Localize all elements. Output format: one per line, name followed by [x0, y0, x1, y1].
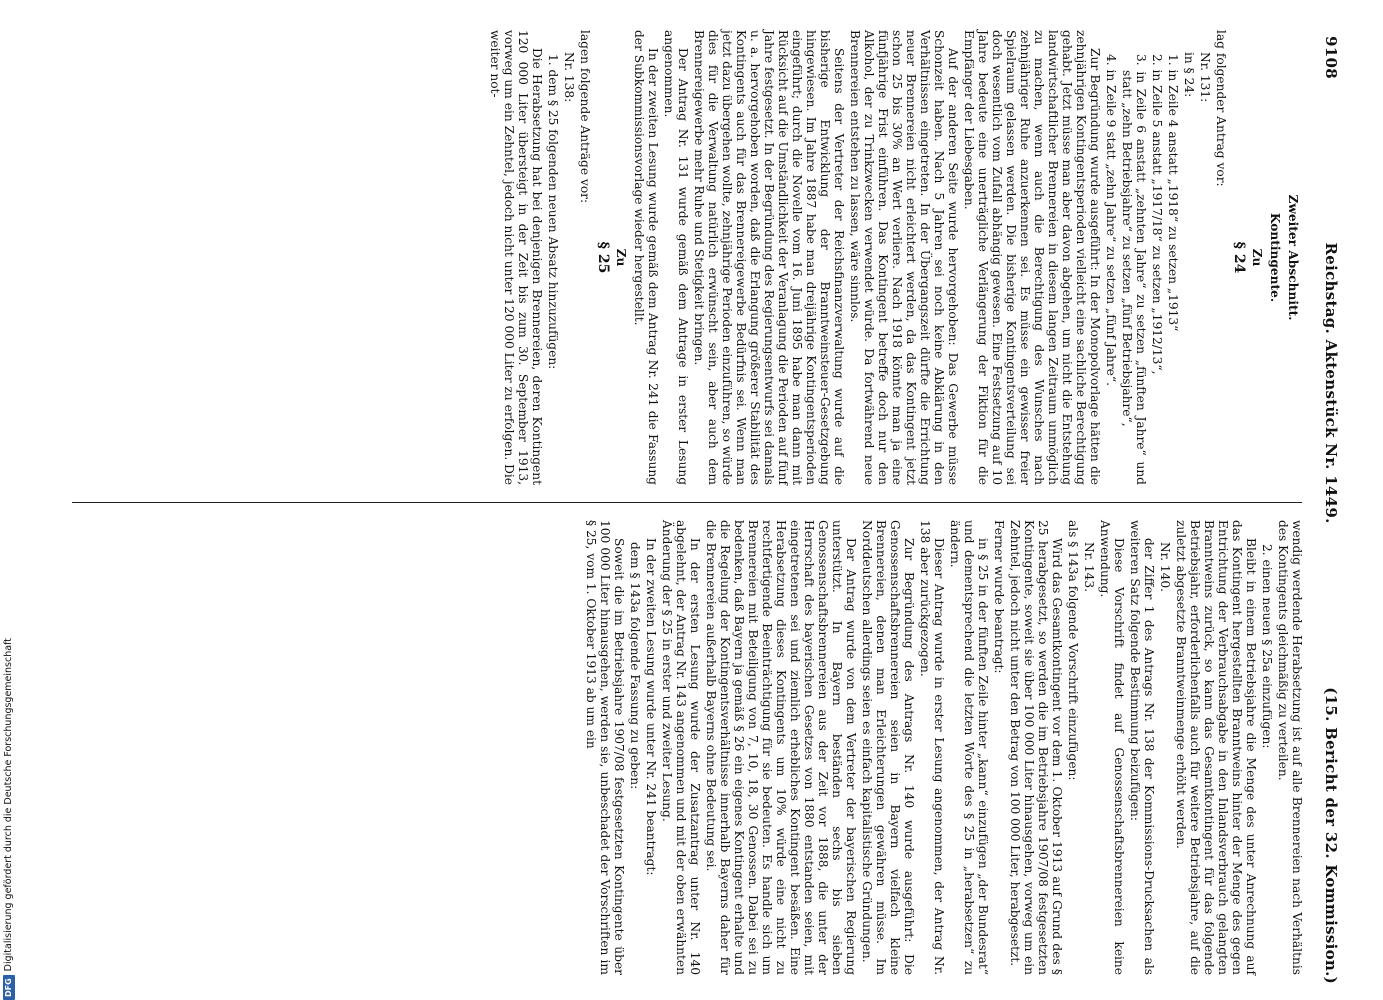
- paragraph: in § 24:: [1182, 52, 1196, 98]
- paragraph: Soweit die im Betriebsjahre 1907/08 festgesetzten Kontingente über 100 000 Liter hinausgehen, werden sie, unbeschadet der Vorschriften im § 25, vom 1. Oktober 1913 ab um ein: [584, 520, 626, 975]
- paragraph: lagen folgende Anträge vor:: [578, 30, 592, 204]
- paragraph: In der ersten Lesung wurde der Zusatzantrag unter Nr. 140 abgelehnt, der Antrag Nr. 143 angenommen und mit der oben erwähnten Änderung der § 25 in erster und zweiter Lesung.: [660, 520, 702, 975]
- paragraph: Dieser Antrag wurde in erster Lesung angenommen, der Antrag Nr. 138 aber zurückgezogen.: [918, 520, 946, 975]
- paragraph: wendig werdende Herabsetzung ist auf alle Brennereien nach Verhältnis des Kontingents gleichmäßig zu verteilen.: [1276, 520, 1304, 975]
- paragraph: Bleibt in einem Betriebsjahre die Menge des unter Anrechnung auf das Kontingent hergestellten Branntweins hinter der Menge des gegen Entrichtung der Verbrauchsabgabe in den Inlandsverbrauch gelangten Branntweins zurück, so kann das Gesamtkontingent für das folgende Betriebsjahr, erforderlichenfalls auch für weitere Betriebsjahre, auf die zuletzt abgesetzte Branntweinmenge erhöht werden.: [1174, 520, 1258, 975]
- paragraph: Zweiter Abschnitt.: [1286, 194, 1300, 321]
- paragraph: Nr. 140.: [1158, 542, 1172, 593]
- paragraph: als § 143a folgende Vorschrift einzufügen:: [1066, 520, 1080, 781]
- paragraph: in § 25 in der fünften Zeile hinter „kann“ einzufügen „der Bundesrat“ und dementsprechend die letzten Worte des § 25 in „herabsetzen“ zu ändern.: [948, 520, 990, 975]
- paragraph: der Ziffer 1 des Antrags Nr. 138 der Kommissions-Drucksachen als weiteren Satz folgende Bestimmung beizufügen:: [1128, 520, 1156, 975]
- paragraph: Kontingente.: [1268, 212, 1282, 303]
- footer-credit: Digitalisierung gefördert durch die Deutsche Forschungsgemeinschaft: [3, 638, 14, 972]
- footer-strip: [2, 0, 16, 1000]
- paragraph: 3. in Zeile 6 anstatt „zehnten Jahre“ zu setzen „fünften Jahre“ und statt „zehn Betriebsjahre“ zu setzen „fünf Betriebsjahre“,: [1120, 54, 1148, 485]
- page-number: 9108: [1322, 36, 1340, 79]
- paragraph: Nr. 143.: [1082, 542, 1096, 593]
- paragraph: Diese Vorschrift findet auf Genossenschaftsbrennereien keine Anwendung.: [1098, 520, 1126, 975]
- paragraph: lag folgender Antrag vor:: [1214, 30, 1228, 187]
- paragraph: Ferner wurde beantragt:: [992, 520, 1006, 674]
- paragraph: 2. einen neuen § 25a einzufügen:: [1260, 544, 1274, 749]
- paragraph: § 24: [1231, 241, 1247, 274]
- page-title: Reichstag. Aktenstück Nr. 1449.: [1322, 242, 1340, 524]
- right-column: [582, 520, 1304, 975]
- paragraph: 4. in Zeile 9 statt „zehn Jahre“ zu setzen „fünf Jahre“.: [1104, 54, 1118, 386]
- paragraph: 1. in Zeile 4 anstatt „1918“ zu setzen „1913“: [1166, 54, 1180, 332]
- paragraph: Zur Begründung des Antrags Nr. 140 wurde ausgeführt: Die Genossenschaftsbrennereien seien in Bayern vielfach kleine Brennereien, denen man Erleichterungen gewähren müsse. Im Norddeutschen allerdings seien es einfach kapitalistische Gründungen.: [860, 520, 916, 975]
- paragraph: § 25: [595, 241, 611, 274]
- page-header: [1322, 30, 1340, 990]
- dfg-logo-icon: DFG: [3, 975, 15, 1000]
- paragraph: Zu: [1250, 248, 1264, 267]
- paragraph: Die Herabsetzung hat bei denjenigen Brennereien, deren Kontingent 120 000 Liter übersteigt in der Zeit bis zum 30. September 1913, vorweg um ein Zehntel, jedoch nicht unter 120 000 Liter zu erfolgen. Die weiter not-: [488, 30, 544, 485]
- paragraph: In der zweiten Lesung wurde unter Nr. 241 beantragt:: [644, 538, 658, 876]
- paragraph: 2. in Zeile 5 anstatt „1917/18“ zu setzen „1912/13“,: [1150, 54, 1164, 375]
- left-column: [486, 30, 1304, 485]
- paragraph: Nr. 131:: [1198, 52, 1212, 103]
- paragraph: Auf der anderen Seite wurde hervorgehoben: Das Gewerbe müsse Schonzeit haben. Nach 5 Jahren sei noch keine Abklärung in den Verhältnissen eingetreten. In der Übergangszeit dürfte die Errichtung neuer Brennereien nicht erleichtert werden, da das Kontingent jetzt schon 25 bis 30% an Wert verliere. Nach 1918 könnte man ja eine fünfjährige Frist einführen. Das Kontingent betreffe doch nur den Alkohol, der zu Trinkzwecken verwendet würde. Da fortwährend neue Brennereien entstehen zu lassen, wäre sinnlos.: [848, 30, 960, 485]
- paragraph: 1. dem § 25 folgenden neuen Absatz hinzuzufügen:: [546, 54, 560, 370]
- rotated-page: [100, 30, 1340, 990]
- paragraph: Der Antrag Nr. 131 wurde gemäß dem Antrage in erster Lesung angenommen.: [662, 30, 690, 485]
- paragraph: Nr. 138:: [562, 52, 576, 103]
- paragraph: Zu: [614, 248, 628, 267]
- paragraph: dem § 143a folgende Fassung zu geben:: [628, 542, 642, 790]
- paragraph: Zur Begründung wurde ausgeführt: In der Monopolvorlage hätten die zehnjährigen Kontingentsperioden vielleicht eine sachliche Berechtigung gehabt. Jetzt müsse man aber davon abgehen, um nicht die Entstehung landwirtschaftlicher Brennereien in diesem langen Zeitraum unmöglich zu machen, wenn auch die Berechtigung des Wunsches nach zehnjähriger Ruhe anzuerkennen sei. Es müsse ein gewisser freier Spielraum gelassen werden. Die bisherige Kontingentsverteilung sei doch wesentlich vom Zufall abhängig gewesen. Eine Festsetzung auf 10 Jahre bedeute eine unerträgliche Verlängerung der Fiktion für die Empfänger der Liebesgaben.: [962, 30, 1102, 485]
- paragraph: Seitens der Vertreter der Reichsfinanzverwaltung wurde auf die bisherige Entwicklung der Branntweinsteuer-Gesetzgebung hingewiesen. Im Jahre 1887 habe man dreijährige Kontingentsperioden eingeführt; durch die Novelle vom 16. Juni 1895 habe man dann mit Rücksicht auf die Umständlichkeit der Veranlagung die Perioden auf fünf Jahre festgesetzt. In der Begründung des Regierungsentwurfs sei damals u. a. hervorgehoben worden, daß die Erlangung größerer Stabilität des Kontingents auch für das Brennereigewerbe Bedürfnis sei. Wenn man jetzt dazu übergehen wollte, zehnjährige Perioden einzuführen, so würde dies für die Verwaltung natürlich erwünscht sein, aber auch dem Brennereigewerbe mehr Ruhe und Stetigkeit bringen.: [692, 30, 846, 485]
- column-divider: [72, 502, 1302, 503]
- paragraph: In der zweiten Lesung wurde gemäß dem Antrag Nr. 241 die Fassung der Subkommissionsvorlage wieder hergestellt.: [632, 30, 660, 485]
- paragraph: Der Antrag wurde von dem Vertreter der bayerischen Regierung unterstützt. In Bayern beständen sechs bis sieben Genossenschaftsbrennereien aus der Zeit vor 1888, die unter der Herrschaft des bayerischen Gesetzes von 1880 entstanden seien, mit eingetretenen sei und ziemlich erhebliches Kontingent besäßen. Eine Herabsetzung dieses Kontingents um 10% würde eine nicht zu rechtfertigende Beeinträchtigung für sie bedeuten. Es handle sich um Brennereien mit Beteiligung von 7, 10, 18, 30 Genossen. Dabei sei zu bedenken, daß Bayern ja gemäß § 26 ein eigenes Kontingent erhalte und die Regelung der Kontingentsverhältnisse innerhalb Bayerns daher für die Brennereien außerhalb Bayerns ohne Bedeutung sei.: [704, 520, 858, 975]
- page-subtitle: (15. Bericht der 32. Kommission.): [1322, 687, 1340, 984]
- paragraph: Wird das Gesamtkontingent vor dem 1. Oktober 1913 auf Grund des § 25 herabgesetzt, so werden die im Betriebsjahre 1907/08 festgesetzten Kontingente, soweit sie über 100 000 Liter hinausgehen, vorweg um ein Zehntel, jedoch nicht unter den Betrag von 100 000 Liter, herabgesetzt.: [1008, 520, 1064, 975]
